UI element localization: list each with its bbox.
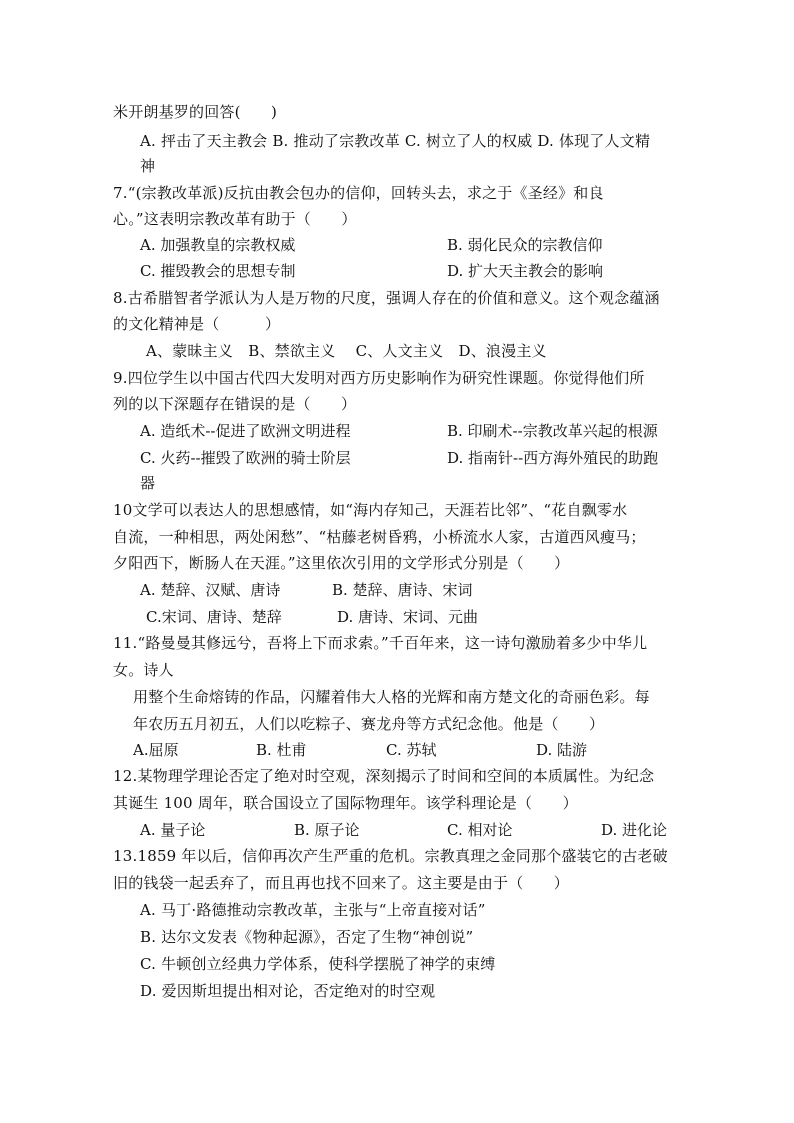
q11-option-b: B. 杜甫 <box>256 741 307 759</box>
q8-stem-line2: 的文化精神是（ ） <box>113 315 281 333</box>
q11-stem-line1: 11.“路曼曼其修远兮，吾将上下而求索。”千百年来，这一诗句激励着多少中华儿 <box>113 634 648 652</box>
q9-stem-line2: 列的以下深题存在错误的是（ ） <box>113 395 357 413</box>
q7-option-c: C. 摧毁教会的思想专制 <box>140 262 296 280</box>
q13-option-b: B. 达尔文发表《物种起源》，否定了生物“神创说” <box>140 928 474 946</box>
q13-option-d: D. 爱因斯坦提出相对论，否定绝对的时空观 <box>140 982 436 1000</box>
q12-option-d: D. 进化论 <box>601 821 668 839</box>
q12-stem-line1: 12.某物理学理论否定了绝对时空观，深刻揭示了时间和空间的本质属性。为纪念 <box>113 767 655 785</box>
q7-stem-line1: 7.“(宗教改革派)反抗由教会包办的信仰，回转头去，求之于《圣经》和良 <box>113 184 604 202</box>
q7-option-a: A. 加强教皇的宗教权威 <box>140 236 296 254</box>
q11-option-d: D. 陆游 <box>536 741 588 759</box>
q13-option-c: C. 牛顿创立经典力学体系，使科学摆脱了神学的束缚 <box>140 955 496 973</box>
q8-options: A、蒙昧主义 B、禁欲主义 C、人文主义 D、浪漫主义 <box>146 342 547 360</box>
q8-stem-line1: 8.古希腊智者学派认为人是万物的尺度，强调人存在的价值和意义。这个观念蕴涵 <box>113 289 660 307</box>
q9-option-b: B. 印刷术--宗教改革兴起的根源 <box>447 422 658 440</box>
q13-option-a: A. 马丁·路德推动宗教改革，主张与“上帝直接对话” <box>140 901 486 919</box>
q10-option-b: B. 楚辞、唐诗、宋词 <box>332 581 473 599</box>
q10-stem-line3: 夕阳西下，断肠人在天涯。”这里依次引用的文学形式分别是（ ） <box>113 554 570 572</box>
q12-option-c: C. 相对论 <box>447 821 513 839</box>
q12-stem-line2: 其诞生 100 周年，联合国设立了国际物理年。该学科理论是（ ） <box>113 794 578 812</box>
q13-stem-line2: 旧的钱袋一起丢弃了，而且再也找不回来了。这主要是由于（ ） <box>113 874 570 892</box>
q9-option-c: C. 火药--摧毁了欧洲的骑士阶层 <box>140 449 351 467</box>
q9-stem-line1: 9.四位学生以中国古代四大发明对西方历史影响作为研究性课题。你觉得他们所 <box>113 369 645 387</box>
q6-stem-end: 米开朗基罗的回答( ) <box>113 103 278 121</box>
q12-option-a: A. 量子论 <box>140 821 206 839</box>
q13-stem-line1: 13.1859 年以后，信仰再次产生严重的危机。宗教真理之金同那个盛装它的古老破 <box>113 847 668 865</box>
q10-option-d: D. 唐诗、宋词、元曲 <box>337 608 479 626</box>
q7-option-d: D. 扩大天主教会的影响 <box>447 262 604 280</box>
q9-option-d-cont: 器 <box>140 474 156 492</box>
q11-option-a: A.屈原 <box>133 741 179 759</box>
q11-stem-line2: 女。诗人 <box>113 661 174 679</box>
q10-stem-line1: 10文学可以表达人的思想感情，如“海内存知己，天涯若比邻”、“花自飘零水 <box>113 501 628 519</box>
q9-option-d: D. 指南针--西方海外殖民的助跑 <box>447 449 659 467</box>
q11-stem-line4: 年农历五月初五，人们以吃粽子、赛龙舟等方式纪念他。他是（ ） <box>133 715 605 733</box>
q10-stem-line2: 自流，一种相思，两处闲愁”、“枯藤老树昏鸦，小桥流水人家，古道西风瘦马； <box>113 528 646 546</box>
q7-option-b: B. 弱化民众的宗教信仰 <box>447 236 603 254</box>
q11-option-c: C. 苏轼 <box>386 741 437 759</box>
q12-option-b: B. 原子论 <box>294 821 360 839</box>
q11-stem-line3: 用整个生命熔铸的作品，闪耀着伟大人格的光辉和南方楚文化的奇丽色彩。每 <box>133 688 650 706</box>
q6-options-line1: A. 抨击了天主教会 B. 推动了宗教改革 C. 树立了人的权威 D. 体现了人文精 <box>140 132 651 150</box>
q7-stem-line2: 心。”这表明宗教改革有助于（ ） <box>113 210 357 228</box>
q6-options-line2: 神 <box>140 157 156 175</box>
q10-option-c: C.宋词、唐诗、楚辞 <box>146 608 282 626</box>
q9-option-a: A. 造纸术--促进了欧洲文明进程 <box>140 422 351 440</box>
q10-option-a: A. 楚辞、汉赋、唐诗 <box>140 581 281 599</box>
